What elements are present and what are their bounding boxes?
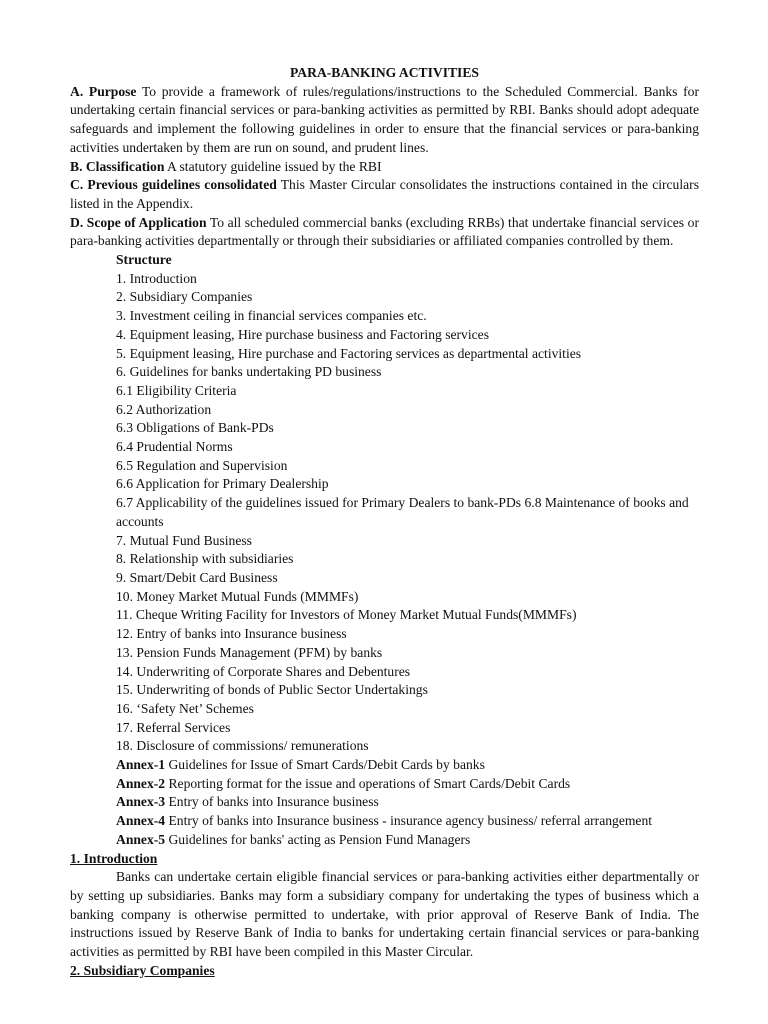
structure-item: 6. Guidelines for banks undertaking PD business bbox=[116, 364, 382, 380]
annex-text: Reporting format for the issue and operations of Smart Cards/Debit Cards bbox=[165, 775, 571, 791]
section-purpose-text: To provide a framework of rules/regulations/instructions to the Scheduled Commercial. Banks for undertaking certain financial services or para-banking activities as permitted by RBI. Banks should adopt adequate safeguards and implement the following guidelines in order to ensure that the financial services or para-banking activities undertaken by them are run on sound, and prudent lines. bbox=[70, 83, 699, 155]
structure-item: 12. Entry of banks into Insurance business bbox=[116, 626, 347, 642]
structure-item: 15. Underwriting of bonds of Public Sector Undertakings bbox=[116, 682, 428, 698]
structure-item: 2. Subsidiary Companies bbox=[116, 289, 253, 305]
structure-item: 6.7 Applicability of the guidelines issued for Primary Dealers to bank-PDs 6.8 Maintenance of books and accounts bbox=[116, 495, 689, 529]
section-classification bbox=[70, 158, 699, 177]
structure-item: 14. Underwriting of Corporate Shares and Debentures bbox=[116, 663, 411, 679]
structure-item: 8. Relationship with subsidiaries bbox=[116, 551, 294, 567]
structure-item: 6.4 Prudential Norms bbox=[116, 439, 233, 455]
structure-item: 6.6 Application for Primary Dealership bbox=[116, 476, 329, 492]
structure-item: 10. Money Market Mutual Funds (MMMFs) bbox=[116, 588, 359, 604]
subsidiary-heading: 2. Subsidiary Companies bbox=[70, 962, 215, 978]
introduction-paragraph: Banks can undertake certain eligible financial services or para-banking activities either departmentally or by setting up subsidiaries. Banks may form a subsidiary company for undertaking the types of business which a banking company is otherwise permitted to undertake, with prior approval of Reserve Bank of India. The instructions issued by Reserve Bank of India to banks for undertaking certain financial services or para-banking activities as permitted by RBI have been compiled in this Master Circular. bbox=[70, 869, 699, 960]
structure-item: 1. Introduction bbox=[116, 270, 197, 286]
structure-item: 13. Pension Funds Management (PFM) by banks bbox=[116, 644, 383, 660]
annex-text: Guidelines for Issue of Smart Cards/Debit Cards by banks bbox=[165, 757, 485, 773]
annex-label: Annex-1 bbox=[116, 757, 166, 773]
document-title: PARA-BANKING ACTIVITIES bbox=[290, 65, 479, 80]
annex-item bbox=[116, 812, 699, 831]
document-page bbox=[70, 64, 699, 980]
annex-text: Guidelines for banks' acting as Pension Fund Managers bbox=[165, 831, 471, 847]
structure-item: 4. Equipment leasing, Hire purchase business and Factoring services bbox=[116, 326, 489, 342]
annex-item bbox=[116, 831, 699, 850]
structure-block bbox=[116, 251, 699, 850]
annex-item bbox=[116, 775, 699, 794]
structure-item: 17. Referral Services bbox=[116, 719, 231, 735]
structure-item: 7. Mutual Fund Business bbox=[116, 532, 252, 548]
section-scope bbox=[70, 214, 699, 251]
section-classification-text: A statutory guideline issued by the RBI bbox=[164, 158, 382, 174]
structure-item: 18. Disclosure of commissions/ remunerations bbox=[116, 738, 369, 754]
structure-item: 11. Cheque Writing Facility for Investors of Money Market Mutual Funds(MMMFs) bbox=[116, 607, 577, 623]
annex-label: Annex-2 bbox=[116, 775, 166, 791]
structure-item: 6.1 Eligibility Criteria bbox=[116, 382, 237, 398]
annex-text: Entry of banks into Insurance business bbox=[165, 794, 379, 810]
annex-text: Entry of banks into Insurance business - insurance agency business/ referral arrangement bbox=[165, 813, 653, 829]
structure-heading: Structure bbox=[116, 252, 172, 268]
structure-item: 6.2 Authorization bbox=[116, 401, 212, 417]
structure-item: 6.3 Obligations of Bank-PDs bbox=[116, 420, 274, 436]
section-previous bbox=[70, 176, 699, 213]
annex-label: Annex-3 bbox=[116, 794, 166, 810]
section-purpose-label: A. Purpose bbox=[70, 83, 137, 99]
structure-item: 3. Investment ceiling in financial services companies etc. bbox=[116, 308, 427, 324]
annex-item bbox=[116, 756, 699, 775]
structure-item: 6.5 Regulation and Supervision bbox=[116, 457, 288, 473]
section-scope-text: To all scheduled commercial banks (excluding RRBs) that undertake financial services or para-banking activities departmentally or through their subsidiaries or affiliated companies controlled by them. bbox=[70, 214, 699, 249]
annex-label: Annex-4 bbox=[116, 813, 166, 829]
section-purpose bbox=[70, 83, 699, 158]
introduction-heading: 1. Introduction bbox=[70, 850, 158, 866]
section-scope-label: D. Scope of Application bbox=[70, 214, 207, 230]
section-classification-label: B. Classification bbox=[70, 158, 165, 174]
annex-label: Annex-5 bbox=[116, 831, 166, 847]
section-previous-label: C. Previous guidelines consolidated bbox=[70, 177, 277, 193]
structure-item: 9. Smart/Debit Card Business bbox=[116, 569, 278, 585]
annex-item bbox=[116, 793, 699, 812]
structure-item: 5. Equipment leasing, Hire purchase and Factoring services as departmental activities bbox=[116, 345, 582, 361]
structure-item: 16. ‘Safety Net’ Schemes bbox=[116, 700, 254, 716]
section-previous-text: This Master Circular consolidates the instructions contained in the circulars listed in the Appendix. bbox=[70, 177, 699, 211]
